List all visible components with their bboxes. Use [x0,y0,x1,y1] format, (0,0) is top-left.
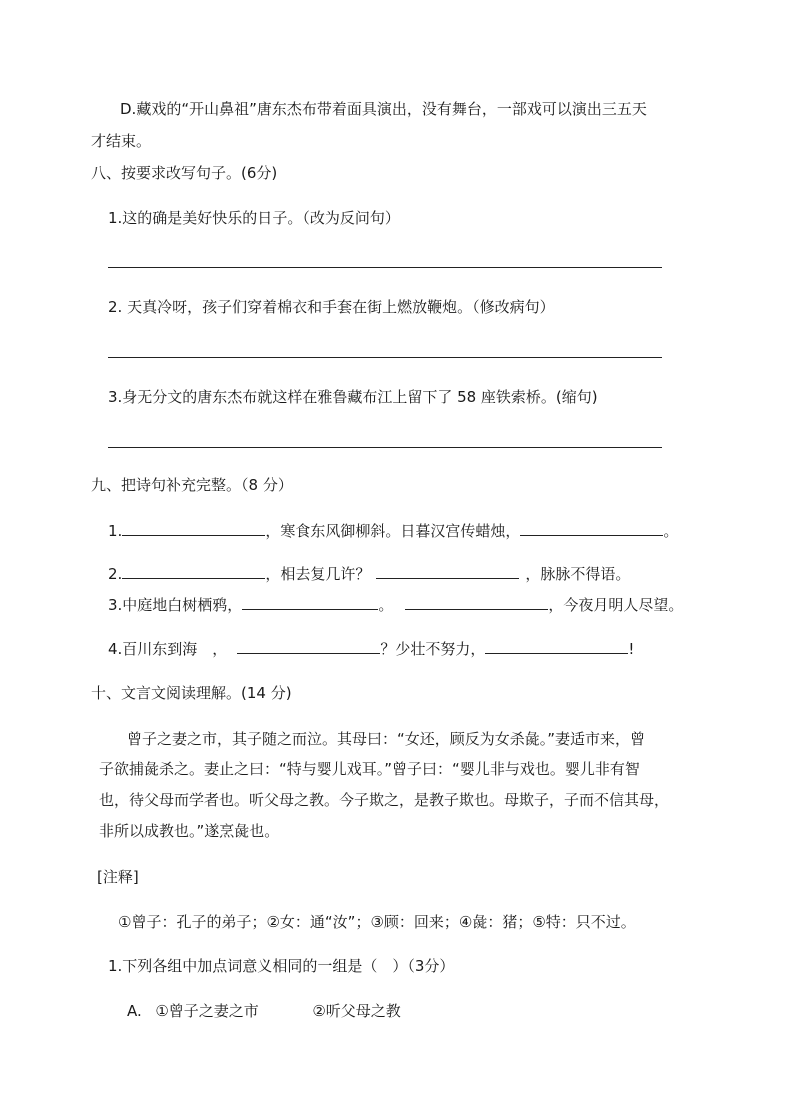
poem-3-mid: 。 [378,596,394,614]
q1-option-a [127,1000,401,1022]
poem-4 [108,638,634,660]
poem-2-blank-2[interactable] [376,563,519,579]
poem-1-end: 。 [663,522,679,540]
poem-1-blank-2[interactable] [520,520,663,536]
section10-q1: 1.下列各组中加点词意义相同的一组是（ ）（3分） [108,957,455,975]
poem-2 [108,563,630,585]
notes-heading: [注释] [97,868,139,886]
passage-line-4: 非所以成教也。”遂烹彘也。 [99,822,280,840]
option-d-line2: 才结束。 [91,132,152,150]
section8-heading: 八、按要求改写句子。(6分) [91,164,278,182]
notes-text: ①曾子：孔子的弟子；②女：通“汝”；③顾：回来；④彘：猪；⑤特：只不过。 [118,913,636,931]
passage-line-3: 也，待父母而学者也。听父母之教。今子欺之，是教子欺也。母欺子，子而不信其母， [99,791,670,809]
answer-line-2[interactable] [108,357,662,358]
passage-line-2: 子欲捕彘杀之。妻止之曰：“特与婴儿戏耳。”曾子曰：“婴儿非与戏也。婴儿非有智 [99,760,640,778]
poem-3-blank-1[interactable] [242,594,378,610]
poem-1 [108,520,678,542]
section8-q2: 2. 天真冷呀，孩子们穿着棉衣和手套在街上燃放鞭炮。（修改病句） [108,298,555,316]
passage-line-1: 曾子之妻之市，其子随之而泣。其母曰：“女还，顾反为女杀彘。”妻适市来，曾 [127,730,646,748]
answer-line-3[interactable] [108,447,662,448]
poem-1-number: 1. [108,522,123,540]
poem-4-blank-2[interactable] [485,638,628,654]
poem-4-end: ! [628,640,635,658]
answer-line-1[interactable] [108,267,662,268]
poem-1-text: ，寒食东风御柳斜。日暮汉宫传蜡烛， [265,522,521,540]
poem-3-end: ，今夜月明人尽望。 [548,596,684,614]
poem-3-text: 3.中庭地白树栖鸦， [108,596,243,614]
poem-4-text: 4.百川东到海 ， [108,640,228,658]
q1-option-a-label: A. [127,1002,142,1020]
section8-q3: 3.身无分文的唐东杰布就这样在雅鲁藏布江上留下了 58 座铁索桥。(缩句) [108,388,598,406]
poem-1-blank-1[interactable] [122,520,265,536]
q1-option-a-item2: ②听父母之教 [312,1002,401,1020]
poem-2-number: 2. [108,565,123,583]
section10-heading: 十、文言文阅读理解。(14 分) [91,684,292,702]
section9-heading: 九、把诗句补充完整。（8 分） [91,476,293,494]
poem-4-blank-1[interactable] [237,638,380,654]
poem-2-text: ，相去复几许？ [265,565,371,583]
q1-option-a-item1: ①曾子之妻之市 [155,1002,259,1020]
poem-4-mid: ？少壮不努力， [380,640,486,658]
section8-q1: 1.这的确是美好快乐的日子。（改为反问句） [108,209,400,227]
poem-3-blank-2[interactable] [405,594,548,610]
poem-3 [108,594,683,616]
option-d-line1: D.藏戏的“开山鼻祖”唐东杰布带着面具演出，没有舞台，一部戏可以演出三五天 [120,100,647,118]
poem-2-blank-1[interactable] [122,563,265,579]
poem-2-end: ，脉脉不得语。 [525,565,631,583]
